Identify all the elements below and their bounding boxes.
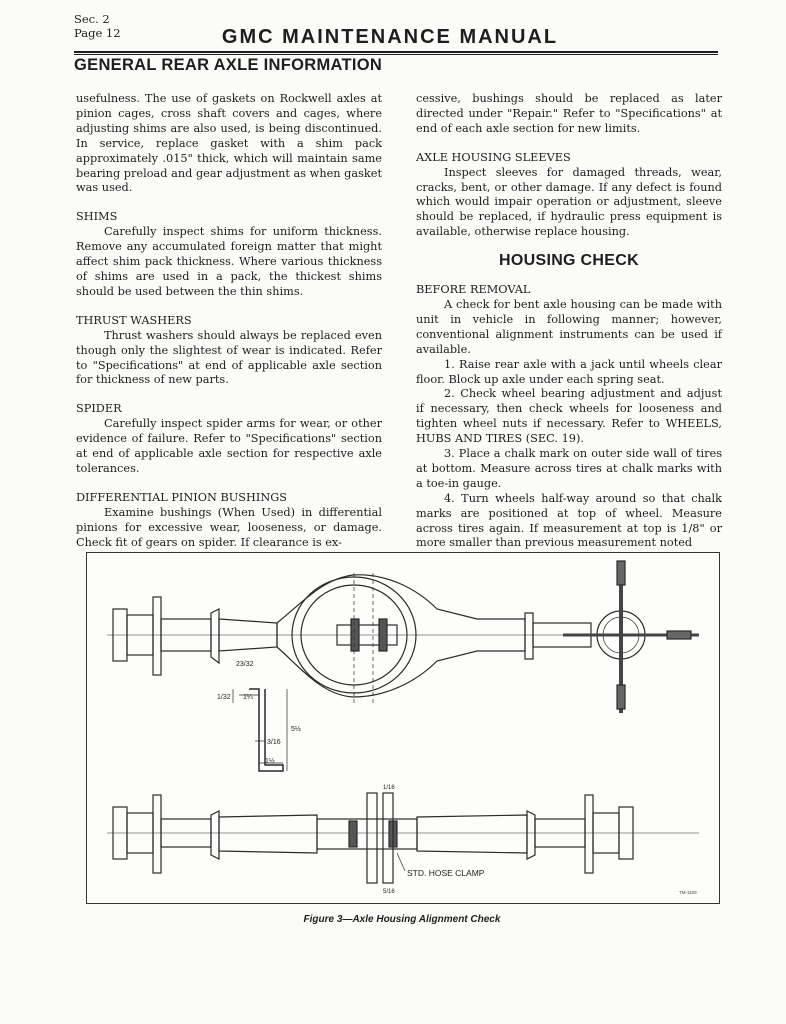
figure-ref-number: TM-1109: [679, 890, 697, 895]
page-number: Page 12: [74, 26, 121, 40]
shims-heading: SHIMS: [76, 210, 118, 224]
pinion-bushings-paragraph: Examine bushings (When Used) in differential pinions for excessive wear, looseness, or damage. Check fit of gears on spider. If clearance is ex-: [76, 505, 382, 549]
continued-paragraph: cessive, bushings should be replaced as later directed under "Repair." Refer to "Specifications" at end of each axle section for new limits.: [416, 92, 722, 135]
axle-alignment-figure: [86, 552, 720, 904]
step-3: 3. Place a chalk mark on outer side wall of tires at bottom. Measure across tires at chalk marks with a toe-in gauge.: [416, 447, 722, 490]
step-2: 2. Check wheel bearing adjustment and adjust if necessary, then check wheels for looseness and tighten wheel nuts if necessary. Refer to WHEELS, HUBS AND TIRES (SEC. 19).: [416, 387, 722, 446]
header-rule: [74, 51, 718, 53]
intro-paragraph: usefulness. The use of gaskets on Rockwell axles at pinion cages, cross shaft covers and cages, where adjusting shims are also used, is being discontinued. In service, replace gasket with a shim pack approximately .015" thick, which will maintain same bearing preload and gear adjustment as when gasket was used.: [76, 92, 382, 195]
spider-heading: SPIDER: [76, 402, 122, 416]
housing-check-heading: HOUSING CHECK: [499, 252, 639, 270]
sleeves-heading: AXLE HOUSING SLEEVES: [416, 150, 571, 164]
hose-clamp-label: STD. HOSE CLAMP: [407, 868, 485, 878]
figure-caption: Figure 3—Axle Housing Alignment Check: [303, 914, 501, 925]
thrust-washers-heading: THRUST WASHERS: [76, 313, 192, 327]
before-removal-paragraph: A check for bent axle housing can be made with unit in vehicle in following manner; however, conventional alignment instruments can be used if available.: [416, 297, 722, 356]
dim-inner: 1¼: [243, 694, 253, 701]
dim-small: 3/16: [267, 739, 281, 746]
right-column: [416, 92, 722, 551]
hose-clamp-left: [367, 793, 377, 883]
pinion-bushings-heading: DIFFERENTIAL PINION BUSHINGS: [76, 490, 288, 504]
left-column: [76, 92, 382, 550]
sleeves-paragraph: Inspect sleeves for damaged threads, wear, cracks, bent, or other damage. If any defect is found which would impair operation or adjustment, sleeve should be replaced, if hydraulic press equipment is available, otherwise replace housing.: [416, 165, 722, 239]
spider-paragraph: Carefully inspect spider arms for wear, or other evidence of failure. Refer to "Specifications" section at end of applicable axle section for respective axle tolerances.: [76, 417, 382, 475]
dim-height: 5½: [291, 726, 301, 733]
top-axle-housing: [107, 573, 699, 703]
header-rule-thin: [74, 54, 718, 55]
section-title: GENERAL REAR AXLE INFORMATION: [74, 56, 383, 74]
manual-title: GMC MAINTENANCE MANUAL: [221, 26, 559, 48]
before-removal-heading: BEFORE REMOVAL: [416, 283, 531, 297]
section-number: Sec. 2: [74, 12, 110, 26]
dim-left: 1/32: [217, 694, 231, 701]
wheel-spider: [563, 561, 699, 713]
dim-top: 23/32: [236, 661, 254, 668]
step-1: 1. Raise rear axle with a jack until wheels clear floor. Block up axle under each spring seat.: [416, 357, 722, 386]
axle-drawing: [87, 553, 719, 903]
dim-base: 1½: [265, 758, 275, 765]
shims-paragraph: Carefully inspect shims for uniform thickness. Remove any accumulated foreign matter that might affect shim pack thickness. Where various thickness of shims are used in a pack, the thickest shims should be used between the thin shims.: [76, 225, 382, 298]
bottom-axle-housing: [107, 785, 699, 895]
dim-clamp-top: 1/16: [383, 785, 395, 791]
bracket-detail: [217, 661, 301, 771]
section-page-label: [74, 12, 121, 40]
thrust-washers-paragraph: Thrust washers should always be replaced even though only the slightest of wear is indicated. Refer to "Specifications" at end of applicable axle section for thickness of new parts.: [76, 328, 382, 387]
dim-clamp-bottom: 5/16: [383, 889, 395, 895]
step-4: 4. Turn wheels half-way around so that chalk marks are positioned at top of wheel. Measure across tires again. If measurement at top is 1/8" or more smaller than previous measurement noted: [416, 491, 722, 550]
differential-housing: [277, 575, 525, 697]
